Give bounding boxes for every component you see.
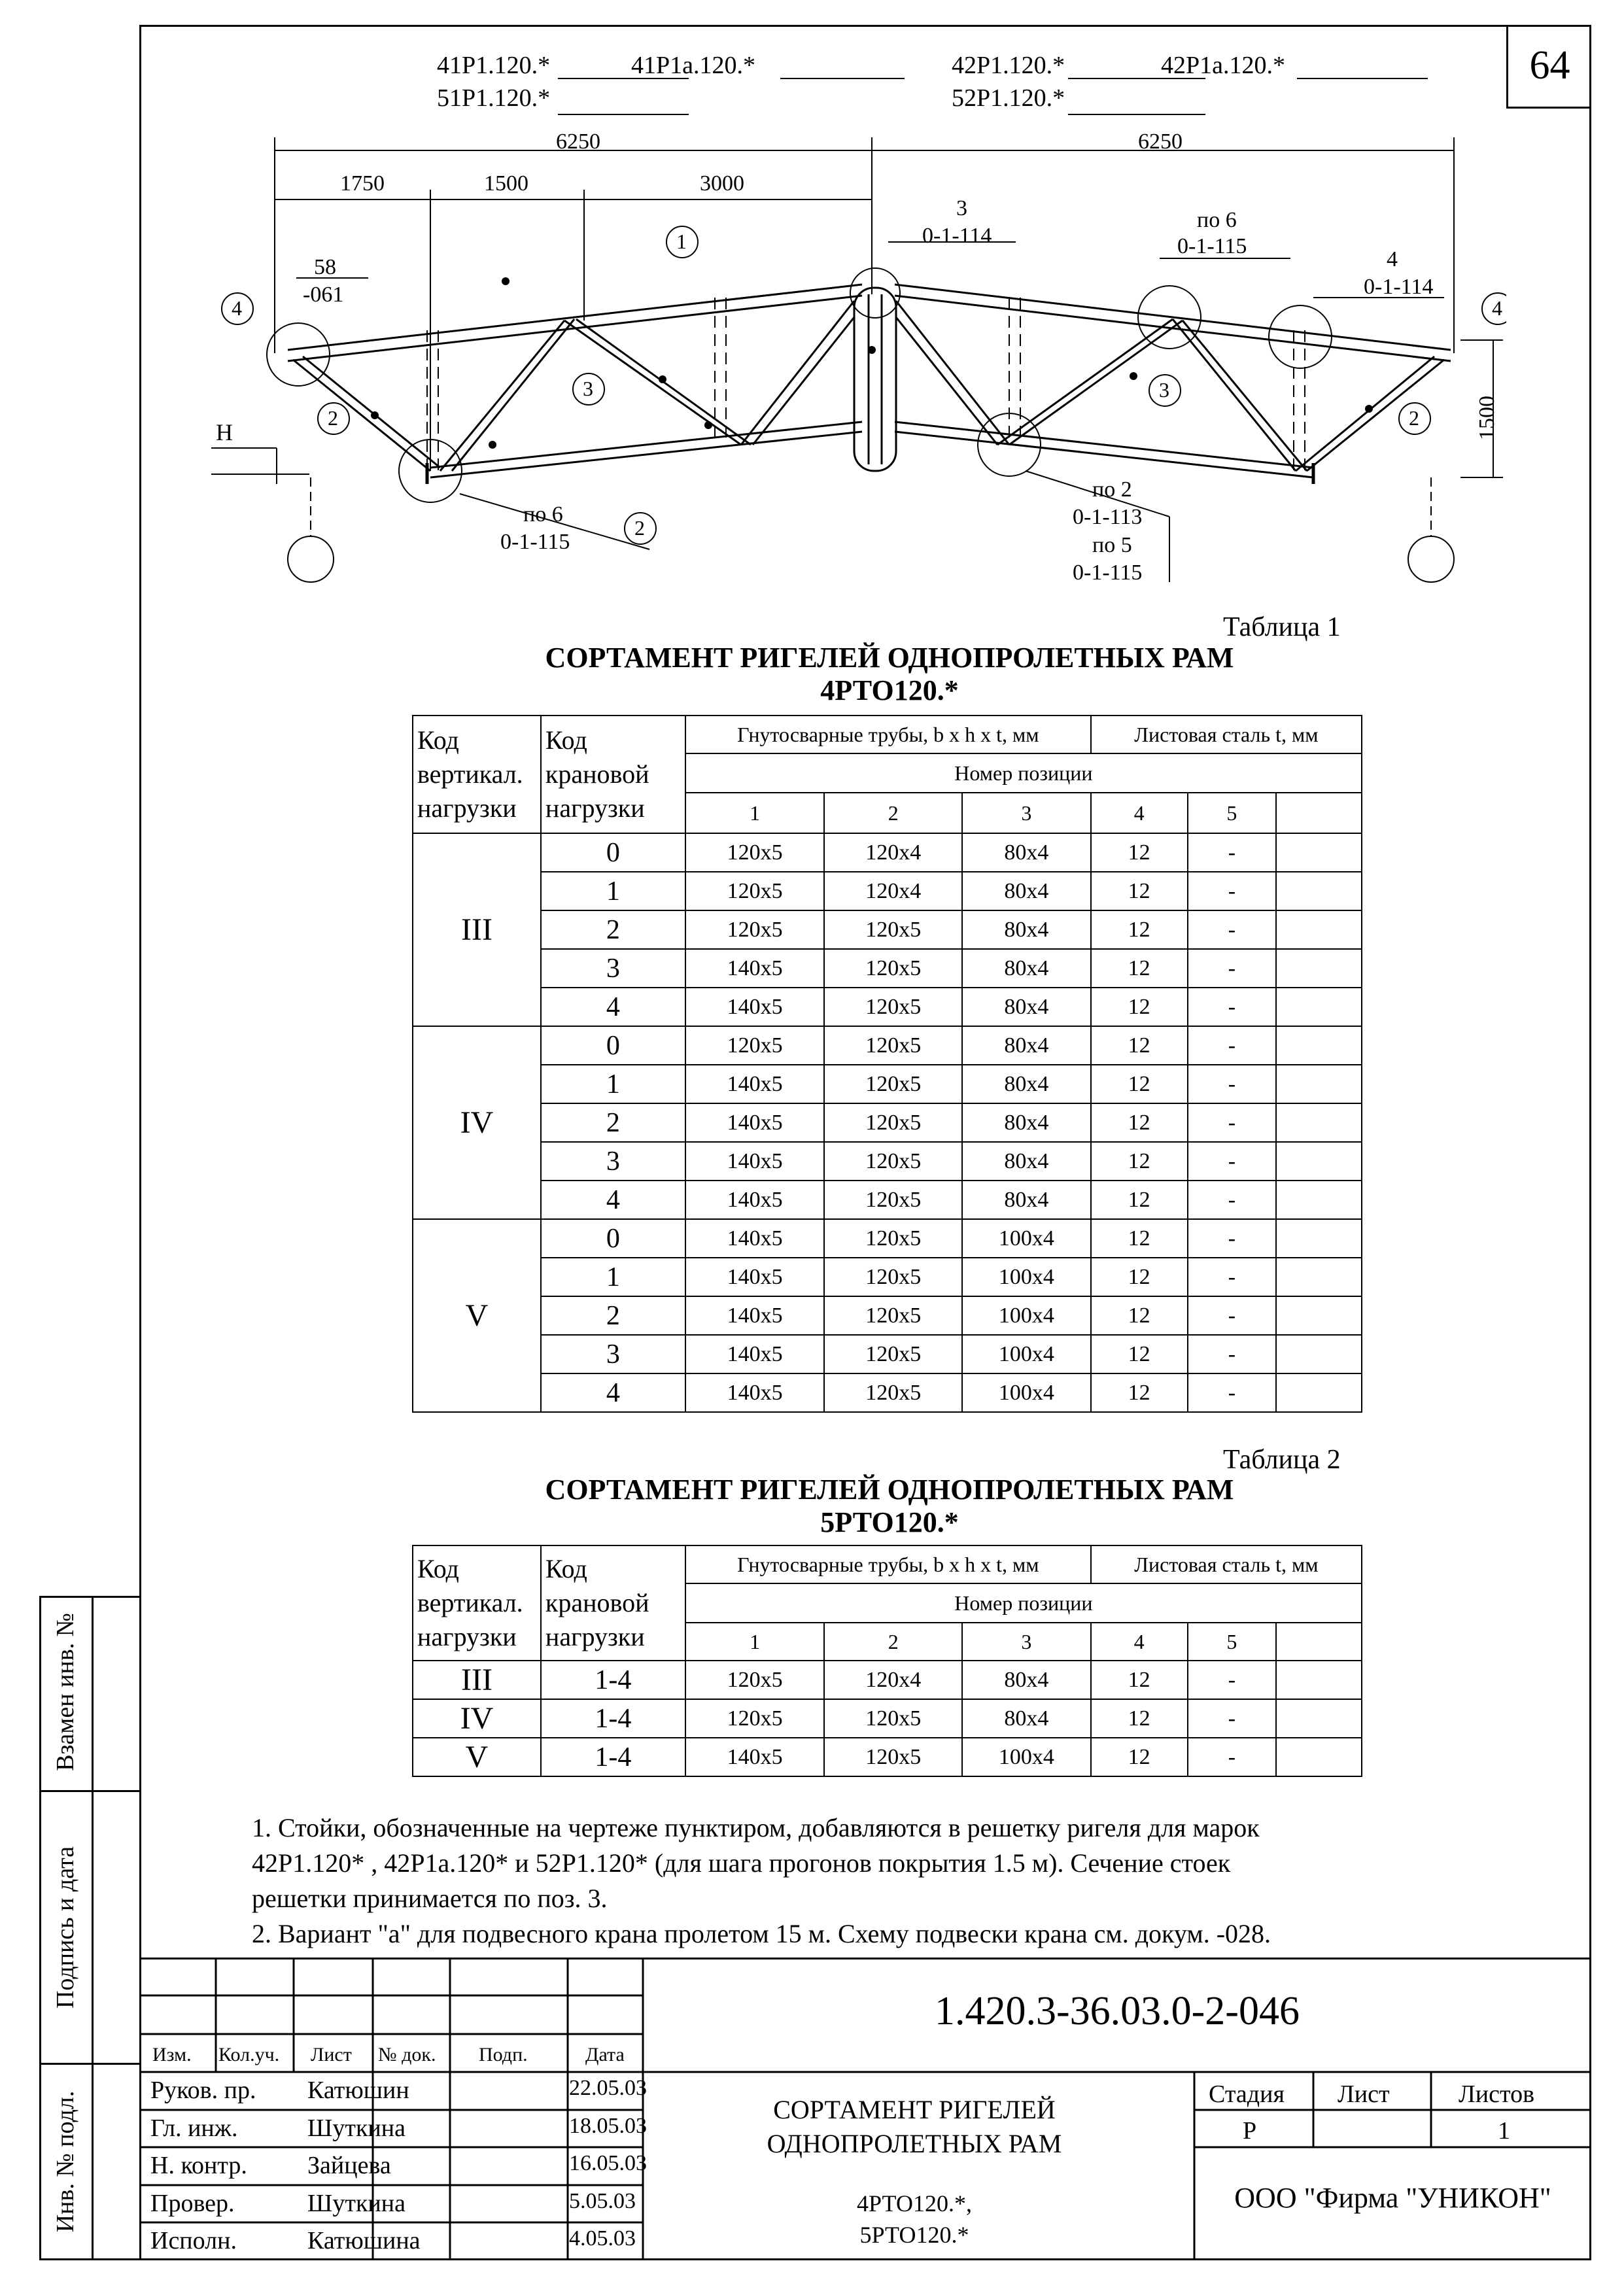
cell-c2: 120x4	[824, 872, 962, 910]
pos-4-right: 4	[1492, 296, 1502, 320]
cell-empty	[1276, 910, 1362, 949]
cell-empty	[1276, 1738, 1362, 1776]
node-0113: 0-1-113	[1073, 505, 1143, 529]
cell-c5: -	[1188, 1373, 1277, 1412]
cell-c5: -	[1188, 1699, 1277, 1738]
crane-code: 0	[541, 833, 685, 872]
cell-c1: 140x5	[685, 1738, 825, 1776]
stamp-role: Н. контр.	[150, 2152, 247, 2179]
stage-value: Р	[1243, 2117, 1257, 2145]
table-row	[413, 1335, 1362, 1373]
cell-c4: 12	[1091, 1065, 1188, 1103]
t1-h-pos: Номер позиции	[685, 753, 1362, 793]
h-label: H	[216, 419, 233, 445]
cell-empty	[1276, 1219, 1362, 1258]
stamp-name: Катюшин	[307, 2077, 409, 2104]
col-kol: Кол.уч.	[218, 2044, 280, 2065]
cell-c4: 12	[1091, 1026, 1188, 1065]
stamp-name: Зайцева	[307, 2152, 391, 2179]
crane-code: 1-4	[541, 1738, 685, 1776]
table2	[412, 1545, 1362, 1777]
node-po2: по 2	[1092, 477, 1132, 502]
table1-title: СОРТАМЕНТ РИГЕЛЕЙ ОДНОПРОЛЕТНЫХ РАМ	[545, 642, 1234, 674]
cell-c4: 12	[1091, 988, 1188, 1026]
crane-code: 1	[541, 1258, 685, 1296]
crane-code: 4	[541, 1373, 685, 1412]
cell-c1: 120x5	[685, 833, 825, 872]
cell-c5: -	[1188, 910, 1277, 949]
cell-c1: 140x5	[685, 1335, 825, 1373]
cell-c2: 120x4	[824, 833, 962, 872]
pos-1: 1	[676, 230, 687, 253]
cell-c3: 80x4	[962, 949, 1091, 988]
dashed-posts	[427, 298, 1305, 471]
stamp-date: 4.05.03	[569, 2226, 636, 2251]
stamp-marks	[643, 2188, 1186, 2251]
cell-empty	[1276, 833, 1362, 872]
stamp-marks-2: 5РТО120.*	[859, 2222, 969, 2248]
pos-3-left: 3	[583, 377, 593, 400]
node-0114-top: 0-1-114	[922, 224, 992, 248]
cell-c1: 120x5	[685, 1699, 825, 1738]
cell-c5: -	[1188, 1065, 1277, 1103]
stamp-marks-1: 4РТО120.*,	[857, 2190, 972, 2217]
cell-c1: 120x5	[685, 1661, 825, 1699]
cell-c1: 120x5	[685, 910, 825, 949]
table2-caption: Таблица 2	[1223, 1445, 1341, 1475]
cell-c3: 100x4	[962, 1373, 1091, 1412]
cell-empty	[1276, 1296, 1362, 1335]
table1-caption: Таблица 1	[1223, 612, 1341, 642]
cell-c1: 120x5	[685, 872, 825, 910]
cell-c5: -	[1188, 872, 1277, 910]
t1-h-tubes: Гнутосварные трубы, b x h x t, мм	[685, 716, 1091, 753]
t1-p3: 3	[962, 793, 1091, 833]
cell-c4: 12	[1091, 1699, 1188, 1738]
cell-empty	[1276, 1699, 1362, 1738]
cell-c3: 80x4	[962, 833, 1091, 872]
callout-circles	[222, 226, 1506, 582]
cell-c4: 12	[1091, 1373, 1188, 1412]
cell-c5: -	[1188, 1661, 1277, 1699]
t2-p5: 5	[1188, 1623, 1277, 1661]
crane-code: 0	[541, 1219, 685, 1258]
load-code: IV	[413, 1026, 541, 1219]
cell-c2: 120x5	[824, 1142, 962, 1181]
t2-h-crane: Код крановой нагрузки	[541, 1545, 685, 1661]
cell-c4: 12	[1091, 1296, 1188, 1335]
cell-c2: 120x5	[824, 1181, 962, 1219]
cell-c4: 12	[1091, 1335, 1188, 1373]
col-data: Дата	[585, 2044, 625, 2065]
table-row	[413, 833, 1362, 872]
cell-c3: 80x4	[962, 1661, 1091, 1699]
cell-empty	[1276, 949, 1362, 988]
dim-1500: 1500	[484, 171, 528, 196]
node-po5: по 5	[1092, 533, 1132, 557]
stamp-date: 22.05.03	[569, 2076, 647, 2100]
load-code: V	[413, 1219, 541, 1412]
t2-p4: 4	[1091, 1623, 1188, 1661]
stamp-role: Руков. пр.	[150, 2077, 256, 2104]
table-row	[413, 988, 1362, 1026]
cell-c4: 12	[1091, 1103, 1188, 1142]
crane-code: 4	[541, 988, 685, 1026]
t1-h-vert: Код вертикал. нагрузки	[413, 716, 541, 833]
crane-code: 1	[541, 872, 685, 910]
stamp-title	[643, 2093, 1186, 2161]
cell-c5: -	[1188, 1219, 1277, 1258]
cell-c3: 80x4	[962, 1142, 1091, 1181]
cell-c5: -	[1188, 1738, 1277, 1776]
side-label-sign-date: Подпись и дата	[52, 1846, 79, 2009]
cell-c2: 120x5	[824, 1065, 962, 1103]
cell-empty	[1276, 1181, 1362, 1219]
load-code: III	[413, 833, 541, 1026]
t2-p3: 3	[962, 1623, 1091, 1661]
side-label-inv-orig: Инв. № подл.	[52, 2090, 79, 2233]
t2-h-tubes: Гнутосварные трубы, b x h x t, мм	[685, 1545, 1091, 1583]
cell-c2: 120x5	[824, 1103, 962, 1142]
mark-42p1a: 42Р1а.120.*	[1161, 52, 1285, 79]
cell-c4: 12	[1091, 1181, 1188, 1219]
t2-p2: 2	[824, 1623, 962, 1661]
stamp-name: Катюшина	[307, 2227, 421, 2254]
dimension-lines	[211, 78, 1503, 582]
col-izm: Изм.	[152, 2044, 192, 2065]
cell-c5: -	[1188, 988, 1277, 1026]
table-row	[413, 1258, 1362, 1296]
cell-c4: 12	[1091, 949, 1188, 988]
pos-2-bottom: 2	[634, 516, 645, 540]
cell-c2: 120x5	[824, 910, 962, 949]
cell-empty	[1276, 872, 1362, 910]
h-stage: Стадия	[1209, 2080, 1285, 2108]
cell-empty	[1276, 1142, 1362, 1181]
t1-h-sheet: Листовая сталь t, мм	[1091, 716, 1362, 753]
cell-empty	[1276, 1335, 1362, 1373]
stamp-title-2: ОДНОПРОЛЕТНЫХ РАМ	[767, 2129, 1062, 2158]
cell-c1: 140x5	[685, 1142, 825, 1181]
cell-c2: 120x5	[824, 1258, 962, 1296]
dim-3000: 3000	[700, 171, 744, 196]
truss-drawing	[139, 26, 1506, 615]
diagonal	[293, 360, 430, 471]
cell-c1: 140x5	[685, 1258, 825, 1296]
cell-empty	[1276, 1258, 1362, 1296]
cell-c5: -	[1188, 1335, 1277, 1373]
mark-51p1: 51Р1.120.*	[437, 84, 551, 112]
t1-p1: 1	[685, 793, 825, 833]
cell-c1: 120x5	[685, 1026, 825, 1065]
cell-c4: 12	[1091, 910, 1188, 949]
stamp-name: Шуткина	[307, 2190, 406, 2217]
cell-c3: 100x4	[962, 1219, 1091, 1258]
crane-code: 3	[541, 949, 685, 988]
cell-c5: -	[1188, 1103, 1277, 1142]
pos-4-left: 4	[232, 296, 242, 320]
table2-title: СОРТАМЕНТ РИГЕЛЕЙ ОДНОПРОЛЕТНЫХ РАМ	[545, 1474, 1234, 1506]
cell-empty	[1276, 1661, 1362, 1699]
joint-dots	[371, 277, 1373, 449]
cell-empty	[1276, 1026, 1362, 1065]
t2-p1: 1	[685, 1623, 825, 1661]
cell-c3: 100x4	[962, 1738, 1091, 1776]
cell-c4: 12	[1091, 1738, 1188, 1776]
node-0114-right: 0-1-114	[1364, 275, 1434, 299]
side-label-inv-replace: Взамен инв. №	[52, 1613, 79, 1771]
dim-1750: 1750	[340, 171, 385, 196]
t2-h-pos: Номер позиции	[685, 1583, 1362, 1623]
cell-empty	[1276, 1373, 1362, 1412]
dim-6250-right: 6250	[1138, 129, 1183, 154]
table-row	[413, 1661, 1362, 1699]
truss-geometry	[288, 285, 1451, 484]
cell-c3: 80x4	[962, 1065, 1091, 1103]
cell-c3: 80x4	[962, 872, 1091, 910]
table-row	[413, 1026, 1362, 1065]
stamp-date: 18.05.03	[569, 2114, 647, 2138]
cell-c4: 12	[1091, 833, 1188, 872]
cell-c3: 80x4	[962, 910, 1091, 949]
table-row	[413, 1296, 1362, 1335]
table-row	[413, 1181, 1362, 1219]
cell-c4: 12	[1091, 1142, 1188, 1181]
cell-c3: 80x4	[962, 988, 1091, 1026]
node-3: 3	[956, 196, 967, 220]
crane-code: 1-4	[541, 1661, 685, 1699]
table-row	[413, 1142, 1362, 1181]
notes	[252, 1810, 1494, 1952]
table2-subtitle: 5РТО120.*	[820, 1506, 959, 1538]
cell-c2: 120x5	[824, 1296, 962, 1335]
stamp-name: Шуткина	[307, 2114, 406, 2142]
cell-empty	[1276, 1065, 1362, 1103]
pos-2-left: 2	[328, 406, 338, 430]
t2-h-sheet: Листовая сталь t, мм	[1091, 1545, 1362, 1583]
cell-c5: -	[1188, 949, 1277, 988]
note-1b: 42Р1.120* , 42Р1а.120* и 52Р1.120* (для шага прогонов покрытия 1.5 м). Сечение стоек	[252, 1848, 1231, 1878]
node-58: 58	[314, 255, 336, 279]
cell-c1: 140x5	[685, 949, 825, 988]
dim-height-1500: 1500	[1475, 396, 1499, 440]
node-po6-top: по 6	[1197, 208, 1237, 232]
t1-h-crane: Код крановой нагрузки	[541, 716, 685, 833]
top-chord-left	[288, 285, 862, 350]
mark-42p1: 42Р1.120.*	[952, 52, 1065, 79]
mark-52p1: 52Р1.120.*	[952, 84, 1065, 112]
cell-c4: 12	[1091, 1219, 1188, 1258]
cell-c3: 100x4	[962, 1258, 1091, 1296]
table-row	[413, 1103, 1362, 1142]
cell-c5: -	[1188, 1258, 1277, 1296]
cell-c3: 100x4	[962, 1335, 1091, 1373]
stamp-role: Исполн.	[150, 2227, 237, 2254]
crane-code: 0	[541, 1026, 685, 1065]
cell-c2: 120x5	[824, 988, 962, 1026]
col-list: Лист	[311, 2044, 352, 2065]
cell-c2: 120x5	[824, 1373, 962, 1412]
node-4: 4	[1387, 247, 1398, 271]
cell-c5: -	[1188, 1142, 1277, 1181]
crane-code: 4	[541, 1181, 685, 1219]
cell-c1: 140x5	[685, 1181, 825, 1219]
cell-c3: 80x4	[962, 1699, 1091, 1738]
t1-p5: 5	[1188, 793, 1277, 833]
note-1c: решетки принимается по поз. 3.	[252, 1884, 608, 1913]
col-ndok: № док.	[378, 2044, 436, 2065]
cell-c5: -	[1188, 1026, 1277, 1065]
t2-h-vert: Код вертикал. нагрузки	[413, 1545, 541, 1661]
cell-c1: 140x5	[685, 1373, 825, 1412]
table-row	[413, 1699, 1362, 1738]
h-sheet: Лист	[1338, 2080, 1390, 2108]
table-row	[413, 1065, 1362, 1103]
node-0115-bottom: 0-1-115	[500, 530, 570, 554]
dim-6250-left: 6250	[556, 129, 600, 154]
table-row	[413, 910, 1362, 949]
stamp-role: Гл. инж.	[150, 2114, 238, 2142]
node-061: -061	[303, 283, 344, 307]
note-2: 2. Вариант "а" для подвесного крана пролетом 15 м. Схему подвески крана см. докум. -028.	[252, 1919, 1271, 1948]
cell-c2: 120x5	[824, 1335, 962, 1373]
cell-c1: 140x5	[685, 1296, 825, 1335]
cell-c2: 120x5	[824, 1738, 962, 1776]
sheet-number: 64	[1506, 25, 1591, 109]
table1-subtitle: 4РТО120.*	[820, 674, 959, 706]
cell-c4: 12	[1091, 872, 1188, 910]
load-code: III	[413, 1661, 541, 1699]
cell-empty	[1276, 988, 1362, 1026]
note-1a: 1. Стойки, обозначенные на чертеже пунктиром, добавляются в решетку ригеля для марок	[252, 1813, 1260, 1842]
doc-code: 1.420.3-36.03.0-2-046	[935, 1989, 1300, 2033]
crane-code: 2	[541, 910, 685, 949]
stamp-date: 16.05.03	[569, 2151, 647, 2175]
cell-c2: 120x4	[824, 1661, 962, 1699]
node-0115-right: 0-1-115	[1073, 561, 1143, 585]
cell-c2: 120x5	[824, 1026, 962, 1065]
table-row	[413, 949, 1362, 988]
stamp-date: 5.05.03	[569, 2189, 636, 2213]
crane-code: 3	[541, 1335, 685, 1373]
bottom-chord-right	[895, 422, 1313, 468]
t1-p2: 2	[824, 793, 962, 833]
company: ООО "Фирма "УНИКОН"	[1234, 2182, 1551, 2214]
load-code: V	[413, 1738, 541, 1776]
ridge-post	[854, 288, 896, 471]
mark-41p1a: 41Р1а.120.*	[631, 52, 755, 79]
pos-2-right: 2	[1409, 406, 1419, 430]
cell-c3: 80x4	[962, 1103, 1091, 1142]
pos-3-right: 3	[1159, 378, 1169, 402]
cell-c2: 120x5	[824, 949, 962, 988]
node-0115-top: 0-1-115	[1177, 234, 1247, 258]
cell-c2: 120x5	[824, 1219, 962, 1258]
crane-code: 3	[541, 1142, 685, 1181]
cell-c2: 120x5	[824, 1699, 962, 1738]
crane-code: 1-4	[541, 1699, 685, 1738]
stamp-role: Провер.	[150, 2190, 235, 2217]
crane-code: 2	[541, 1296, 685, 1335]
mark-41p1: 41Р1.120.*	[437, 52, 551, 79]
cell-c4: 12	[1091, 1258, 1188, 1296]
crane-code: 1	[541, 1065, 685, 1103]
t1-p4: 4	[1091, 793, 1188, 833]
load-code: IV	[413, 1699, 541, 1738]
cell-empty	[1276, 1103, 1362, 1142]
cell-c3: 100x4	[962, 1296, 1091, 1335]
cell-c1: 140x5	[685, 988, 825, 1026]
table-row	[413, 1738, 1362, 1776]
cell-c1: 140x5	[685, 1065, 825, 1103]
cell-c5: -	[1188, 1181, 1277, 1219]
h-sheets: Листов	[1459, 2080, 1535, 2108]
cell-c3: 80x4	[962, 1181, 1091, 1219]
cell-c3: 80x4	[962, 1026, 1091, 1065]
cell-c1: 140x5	[685, 1219, 825, 1258]
node-po6-bottom: по 6	[523, 502, 563, 526]
table-row	[413, 1373, 1362, 1412]
table1	[412, 715, 1362, 1413]
col-podp: Подп.	[479, 2044, 528, 2065]
cell-c5: -	[1188, 833, 1277, 872]
stamp-title-1: СОРТАМЕНТ РИГЕЛЕЙ	[773, 2095, 1056, 2124]
cell-c4: 12	[1091, 1661, 1188, 1699]
cell-c5: -	[1188, 1296, 1277, 1335]
table-row	[413, 872, 1362, 910]
sheets-value: 1	[1498, 2117, 1510, 2145]
crane-code: 2	[541, 1103, 685, 1142]
table-row	[413, 1219, 1362, 1258]
cell-c1: 140x5	[685, 1103, 825, 1142]
